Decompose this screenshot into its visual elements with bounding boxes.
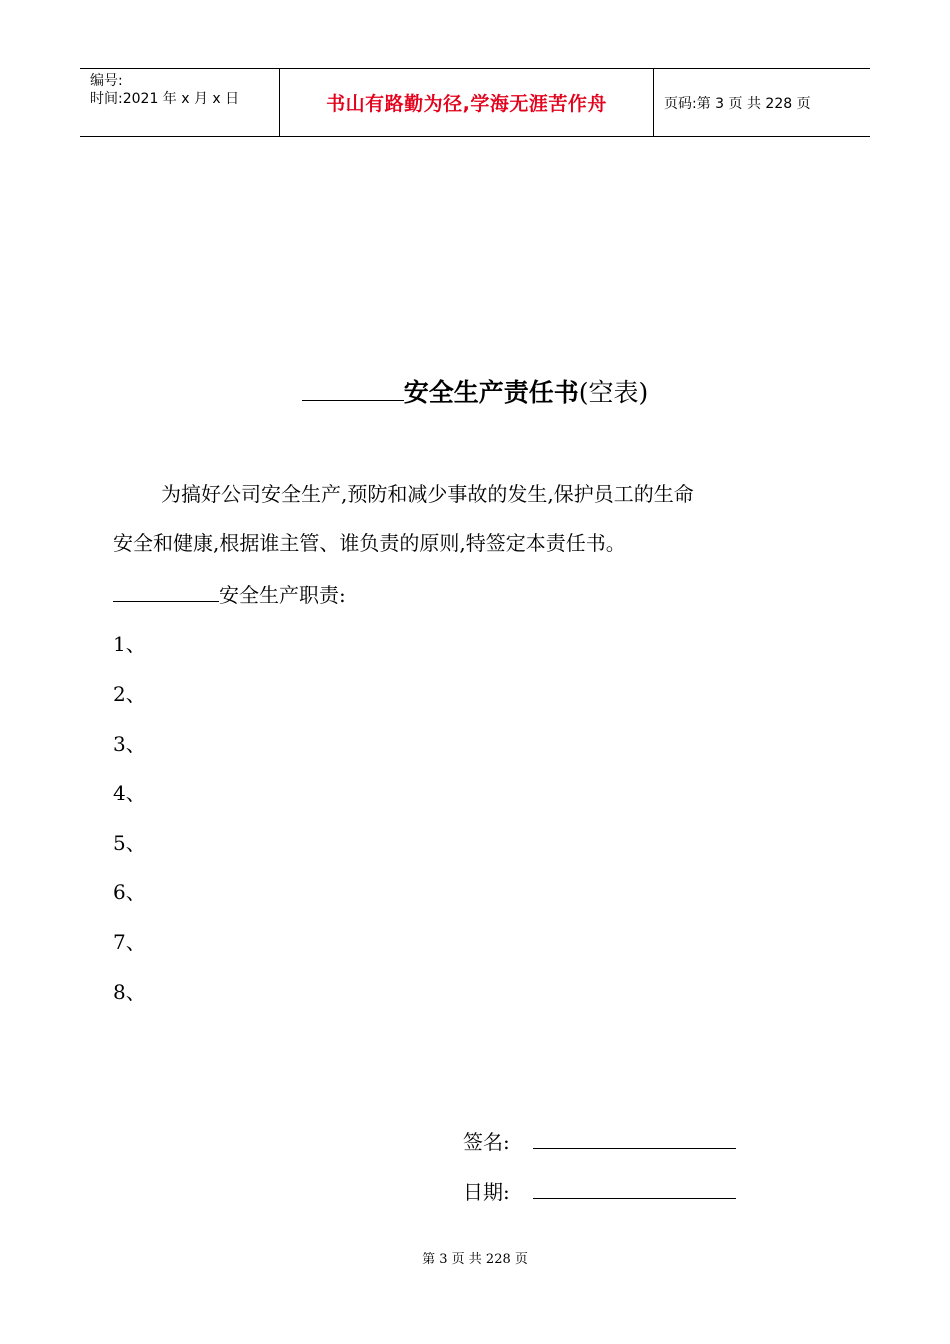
- list-item: 7、: [113, 930, 146, 954]
- date-field[interactable]: [533, 1176, 736, 1199]
- header-page-info: 页码:第 3 页 共 228 页: [664, 95, 811, 112]
- list-item: 8、: [113, 980, 146, 1004]
- responsibility-blank-line: [113, 579, 219, 602]
- date-label: 日期:: [463, 1180, 510, 1204]
- list-item: 6、: [113, 880, 146, 904]
- title-sub: (空表): [578, 378, 649, 407]
- intro-paragraph-line-1: 为搞好公司安全生产,预防和减少事故的发生,保护员工的生命: [161, 482, 694, 506]
- list-item: 4、: [113, 781, 146, 805]
- document-title: [0, 372, 950, 411]
- responsibility-label: 安全生产职责:: [219, 583, 346, 607]
- list-item: 5、: [113, 831, 146, 855]
- signature-row: [463, 1126, 736, 1157]
- list-item: 2、: [113, 682, 146, 706]
- date-row: [463, 1176, 736, 1207]
- page-header: [80, 68, 870, 137]
- time-label: 时间:2021 年 x 月 x 日: [90, 91, 240, 107]
- intro-paragraph-line-2: 安全和健康,根据谁主管、谁负责的原则,特签定本责任书。: [113, 531, 626, 555]
- signature-field[interactable]: [533, 1126, 736, 1149]
- title-blank-line: [302, 372, 404, 401]
- title-main: 安全生产责任书: [403, 378, 579, 407]
- number-label: 编号:: [90, 73, 123, 89]
- header-meta: [80, 69, 280, 136]
- list-item: 3、: [113, 732, 146, 756]
- header-motto: 书山有路勤为径,学海无涯苦作舟: [280, 69, 654, 136]
- list-item: 1、: [113, 632, 146, 656]
- page-footer: 第 3 页 共 228 页: [422, 1252, 528, 1267]
- responsibility-heading: [113, 579, 838, 610]
- signature-label: 签名:: [463, 1130, 510, 1154]
